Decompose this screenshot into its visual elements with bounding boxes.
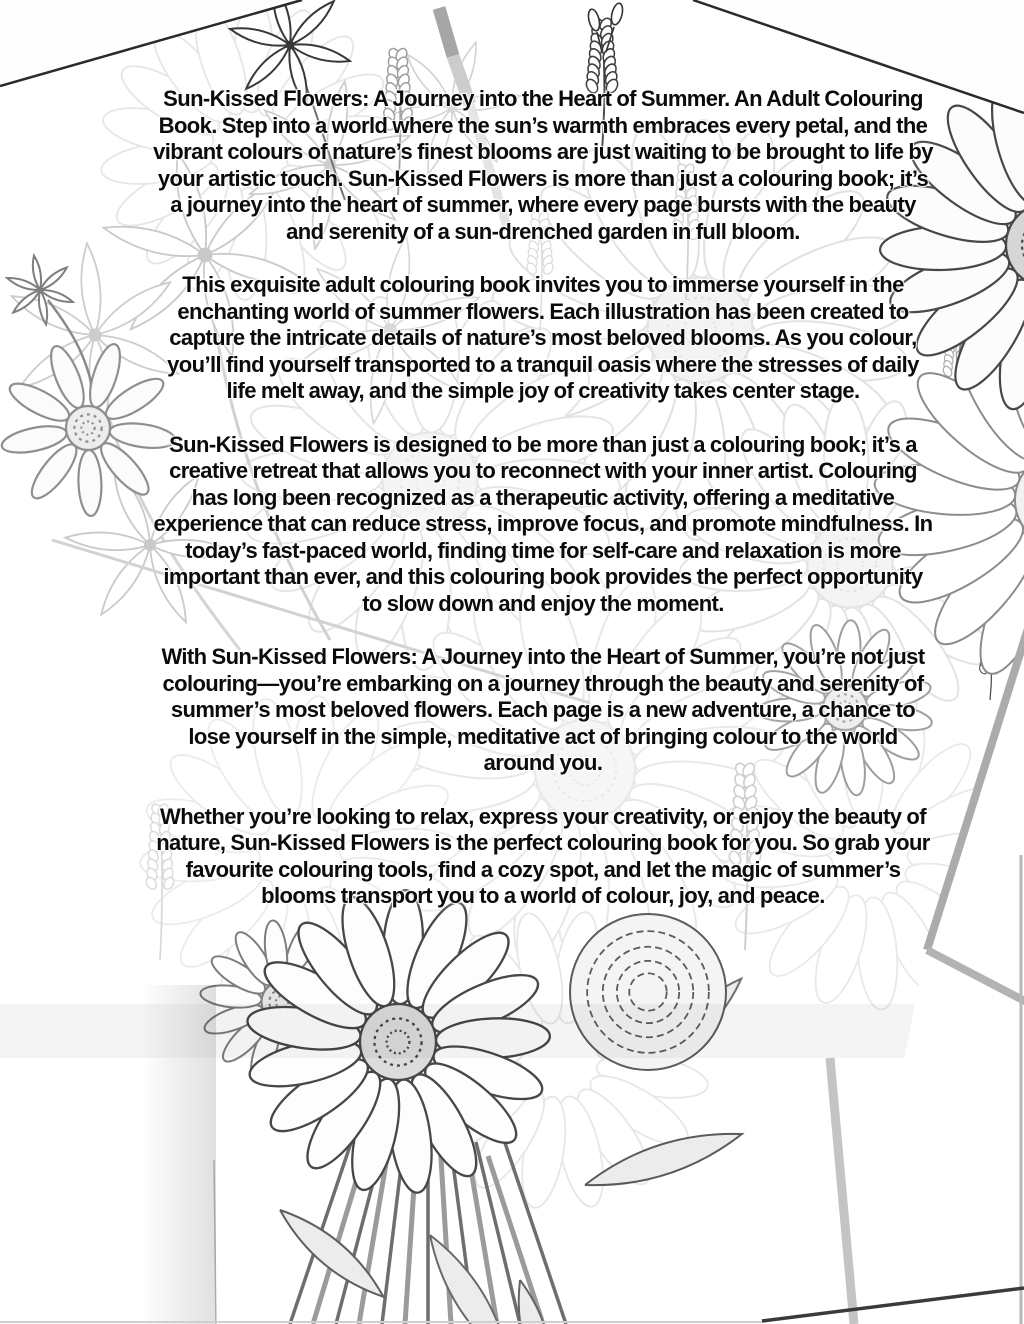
description-paragraph: Sun-Kissed Flowers is designed to be more than just a colouring book; it’s a creative retreat that allows you to reconnect with your inner artist. Colouring has long been recognized as a therapeutic activity, offering a meditative experience that can reduce stress, improve focus, and promote mindfulness. In today’s fast-paced world, finding time for self-care and relaxation is more important than ever, and this colouring book provides the perfect opportunity to slow down and enjoy the moment. xyxy=(153,431,933,616)
title-paragraph: Sun-Kissed Flowers: A Journey into the Heart of Summer. An Adult Colouring Book. Step into a world where the sun’s warmth embraces every petal, and the vibrant colours of nature’s finest blooms are just waiting to be brought to life by your artistic touch. Sun-Kissed Flowers is more than just a colouring book; it’s a journey into the heart of summer, where every page bursts with the beauty and serenity of a sun-drenched garden in full bloom. xyxy=(153,86,933,244)
description-paragraph: This exquisite adult colouring book invites you to immerse yourself in the enchanting world of summer flowers. Each illustration has been created to capture the intricate details of nature’s most beloved blooms. As you colour, you’ll find yourself transported to a tranquil oasis where the stresses of daily life melt away, and the simple joy of creativity takes center stage. xyxy=(167,272,919,403)
description-paragraph: Whether you’re looking to relax, express your creativity, or enjoy the beauty of nature, Sun-Kissed Flowers is the perfect colouring book for you. So grab your favourite colouring tools, find a cozy spot, and let the magic of summer’s blooms transport you to a world of colour, joy, and peace. xyxy=(156,803,930,908)
description-text-block xyxy=(152,86,934,910)
description-paragraph: With Sun-Kissed Flowers: A Journey into the Heart of Summer, you’re not just colouring—you’re embarking on a journey through the beauty and serenity of summer’s most beloved flowers. Each page is a new adventure, a chance to lose yourself in the simple, meditative act of bringing colour to the world around you. xyxy=(161,644,925,775)
